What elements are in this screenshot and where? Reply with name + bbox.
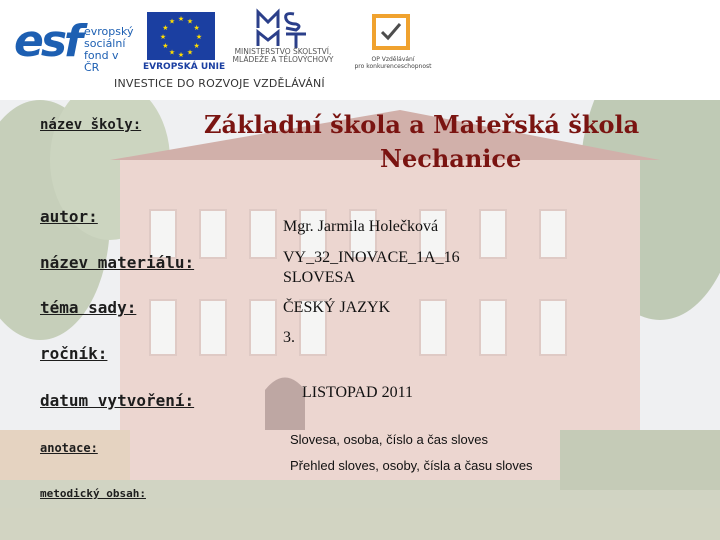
nazev-materialu-label: název materiálu:: [40, 253, 195, 272]
esf-logo-word: esf: [14, 16, 81, 67]
metodicky-obsah-value: Přehled sloves, osoby, čísla a času sloves: [290, 458, 533, 473]
photo-fade-overlay: [0, 100, 720, 540]
svg-text:★: ★: [168, 17, 176, 26]
svg-text:★: ★: [193, 42, 200, 50]
metodicky-obsah-label: metodický obsah:: [40, 487, 146, 500]
tema-sady-value: ČESKÝ JAZYK: [283, 299, 391, 316]
op-caption-line-2: pro konkurenceschopnost: [354, 63, 432, 70]
msmt-caption: [224, 48, 342, 64]
anotace-value: Slovesa, osoba, číslo a čas sloves: [290, 432, 488, 447]
svg-text:★: ★: [168, 48, 176, 57]
svg-text:★: ★: [195, 33, 203, 41]
msmt-logo-icon: [252, 8, 312, 50]
autor-label: autor:: [40, 207, 98, 226]
svg-text:★: ★: [162, 42, 169, 50]
op-caption: [346, 56, 440, 70]
esf-logo: [14, 12, 132, 72]
datum-vytvoreni-label: datum vytvoření:: [40, 391, 195, 410]
school-name-line-1: Základní škola a Mateřská škola: [204, 110, 640, 139]
svg-text:★: ★: [177, 15, 185, 23]
datum-vytvoreni-value: LISTOPAD 2011: [302, 384, 413, 401]
svg-text:★: ★: [193, 24, 200, 32]
eu-flag-icon: [147, 12, 215, 60]
svg-text:★: ★: [186, 17, 194, 26]
op-logo-icon: [368, 12, 414, 52]
msmt-caption-line-2: MLÁDEŽE A TĚLOVÝCHOVY: [232, 55, 334, 64]
investice-slogan: INVESTICE DO ROZVOJE VZDĚLÁVÁNÍ: [114, 77, 325, 90]
anotace-label: anotace:: [40, 441, 98, 455]
school-label: název školy:: [40, 117, 142, 133]
tema-sady-label: téma sady:: [40, 298, 137, 317]
eu-caption: EVROPSKÁ UNIE: [143, 62, 226, 72]
op-caption-line-1: OP Vzdělávání: [371, 56, 415, 63]
svg-text:★: ★: [177, 51, 185, 59]
rocnik-label: ročník:: [40, 344, 108, 363]
logo-header: [0, 0, 720, 100]
svg-text:★: ★: [159, 33, 167, 41]
school-name-line-2: Nechanice: [380, 144, 522, 173]
rocnik-value: 3.: [283, 329, 295, 346]
esf-line-2: sociální: [84, 37, 126, 50]
autor-value: Mgr. Jarmila Holečková: [283, 218, 439, 235]
svg-text:★: ★: [162, 24, 169, 32]
nazev-materialu-value-line-2: SLOVESA: [283, 269, 356, 286]
nazev-materialu-value-line-1: VY_32_INOVACE_1A_16: [283, 249, 460, 266]
svg-text:★: ★: [186, 48, 194, 57]
msmt-caption-line-1: MINISTERSTVO ŠKOLSTVÍ,: [234, 47, 332, 56]
esf-line-1: evropský: [84, 25, 134, 38]
esf-logo-text: [84, 26, 134, 74]
esf-line-3: fond v ČR: [84, 49, 119, 74]
